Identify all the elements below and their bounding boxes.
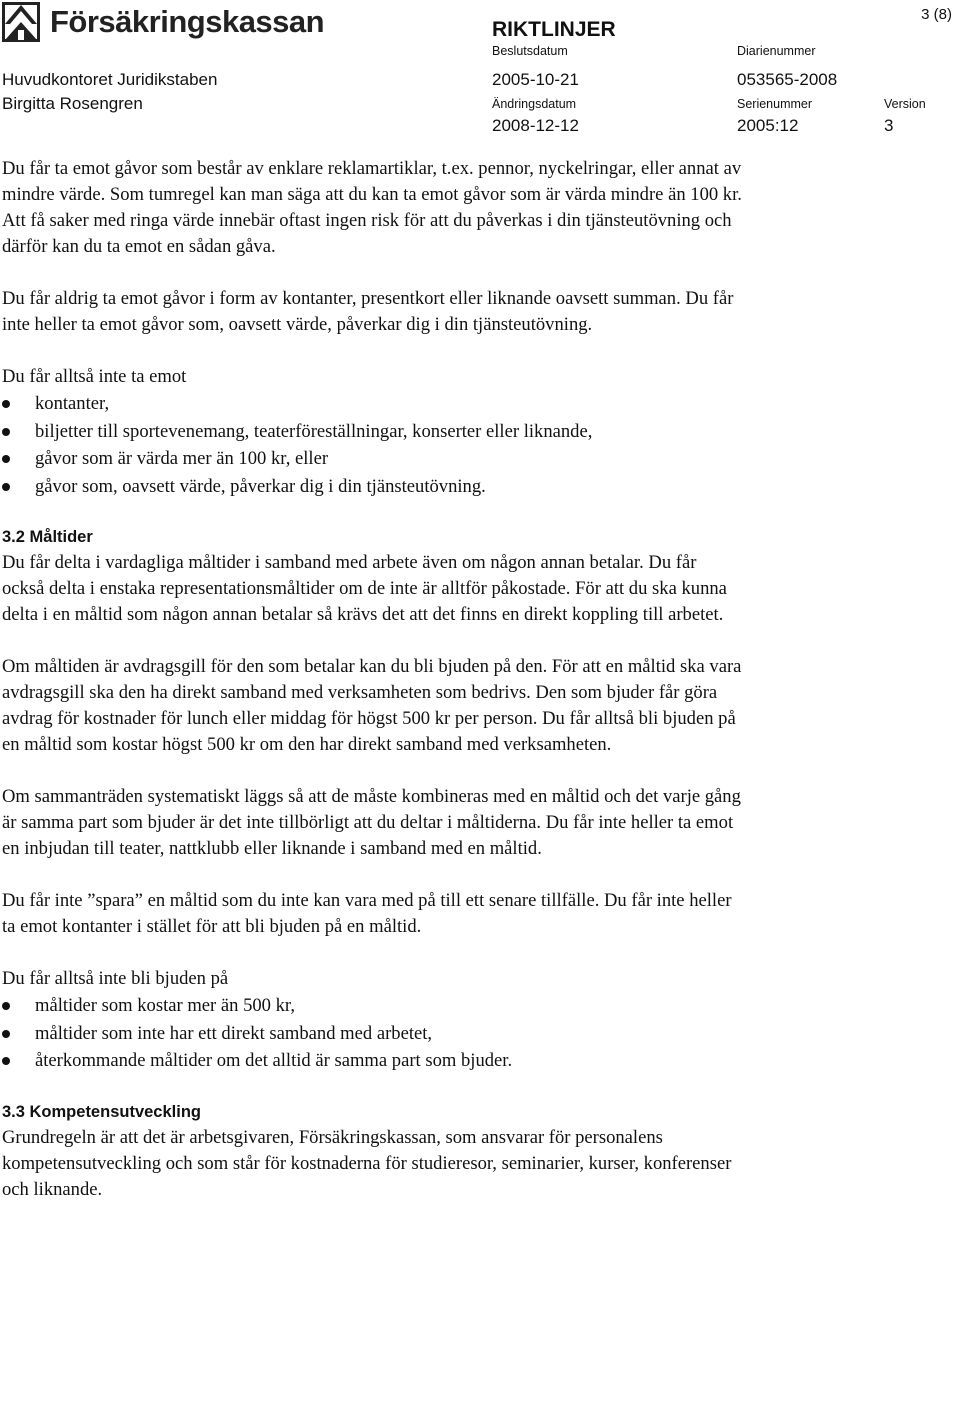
meals-not-allowed-list [2,992,742,1075]
page-number: 3 (8) [921,6,952,23]
registry-number-value: 053565-2008 [737,70,838,89]
document-body [2,156,742,1229]
list-item: kontanter, [2,390,742,418]
gifts-not-allowed-list [2,390,742,500]
meals-paragraph-1: Du får delta i vardagliga måltider i samband med arbete även om någon annan betalar. Du får också delta i enstaka representationsmåltider om de inte är alltför påkostade. För att du ska kunna delta i en måltid som någon annan betalar så krävs det att det finns en direkt koppling till arbetet. [2,552,727,625]
list-item: gåvor som, oavsett värde, påverkar dig i din tjänsteutövning. [2,473,742,501]
meals-paragraph-4: Du får inte ”spara” en måltid som du inte kan vara med på till ett senare tillfälle. Du får inte heller ta emot kontanter i stället för att bli bjuden på en måltid. [2,890,732,937]
list-item: måltider som inte har ett direkt samband med arbetet, [2,1020,742,1048]
version-label: Version [884,97,926,111]
forsakringskassan-logo-icon [2,2,40,42]
department: Huvudkontoret Juridikstaben [2,70,218,89]
author: Birgitta Rosengren [2,94,143,113]
meals-paragraph-2: Om måltiden är avdragsgill för den som betalar kan du bli bjuden på den. För att en måltid ska vara avdragsgill ska den ha direkt samband med verksamheten som bedrivs. Den som bjuder får göra avdrag för kostnader för lunch eller middag för högst 500 kr per person. Du får alltså bli bjuden på en måltid som kostar högst 500 kr om den har direkt samband med verksamheten. [2,656,742,755]
list-item: återkommande måltider om det alltid är samma part som bjuder. [2,1047,742,1075]
meals-list-intro: Du får alltså inte bli bjuden på [2,968,229,989]
version-value: 3 [884,116,894,135]
list-item: gåvor som är värda mer än 100 kr, eller [2,445,742,473]
series-number-label: Serienummer [737,97,813,111]
series-number-value: 2005:12 [737,116,799,135]
list-item: biljetter till sportevenemang, teaterföreställningar, konserter eller liknande, [2,418,742,446]
list-item: måltider som kostar mer än 500 kr, [2,992,742,1020]
gifts-list-intro: Du får alltså inte ta emot [2,366,187,387]
document-type: RIKTLINJER [492,18,616,41]
section-heading-meals: 3.2 Måltider [2,528,93,546]
document-header [0,0,960,150]
section-heading-competence: 3.3 Kompetensutveckling [2,1102,201,1121]
change-date-value: 2008-12-12 [492,116,579,135]
meals-paragraph-3: Om sammanträden systematiskt läggs så att de måste kombineras med en måltid och det varje gång är samma part som bjuder är det inte tillbörligt att du deltar i måltiderna. Du får inte heller ta emot en inbjudan till teater, nattklubb eller liknande i samband med en måltid. [2,786,741,859]
registry-number-label: Diarienummer [737,44,816,58]
gifts-paragraph-1: Du får ta emot gåvor som består av enklare reklamartiklar, t.ex. pennor, nyckelringar, eller annat av mindre värde. Som tumregel kan man säga att du kan ta emot gåvor som är värda mindre än 100 kr. Att få saker med ringa värde innebär oftast ingen risk för att du påverkas i din tjänsteutövning och därför kan du ta emot en sådan gåva. [2,158,742,257]
competence-paragraph-1: Grundregeln är att det är arbetsgivaren, Försäkringskassan, som ansvarar för personalens kompetensutveckling och som står för kostnaderna för studieresor, seminarier, kurser, konferenser och liknande. [2,1126,732,1200]
org-name: Försäkringskassan [50,4,325,39]
gifts-paragraph-2: Du får aldrig ta emot gåvor i form av kontanter, presentkort eller liknande oavsett summan. Du får inte heller ta emot gåvor som, oavsett värde, påverkar dig i din tjänsteutövning. [2,288,734,335]
change-date-label: Ändringsdatum [492,97,577,111]
decision-date-value: 2005-10-21 [492,70,579,89]
decision-date-label: Beslutsdatum [492,44,568,58]
